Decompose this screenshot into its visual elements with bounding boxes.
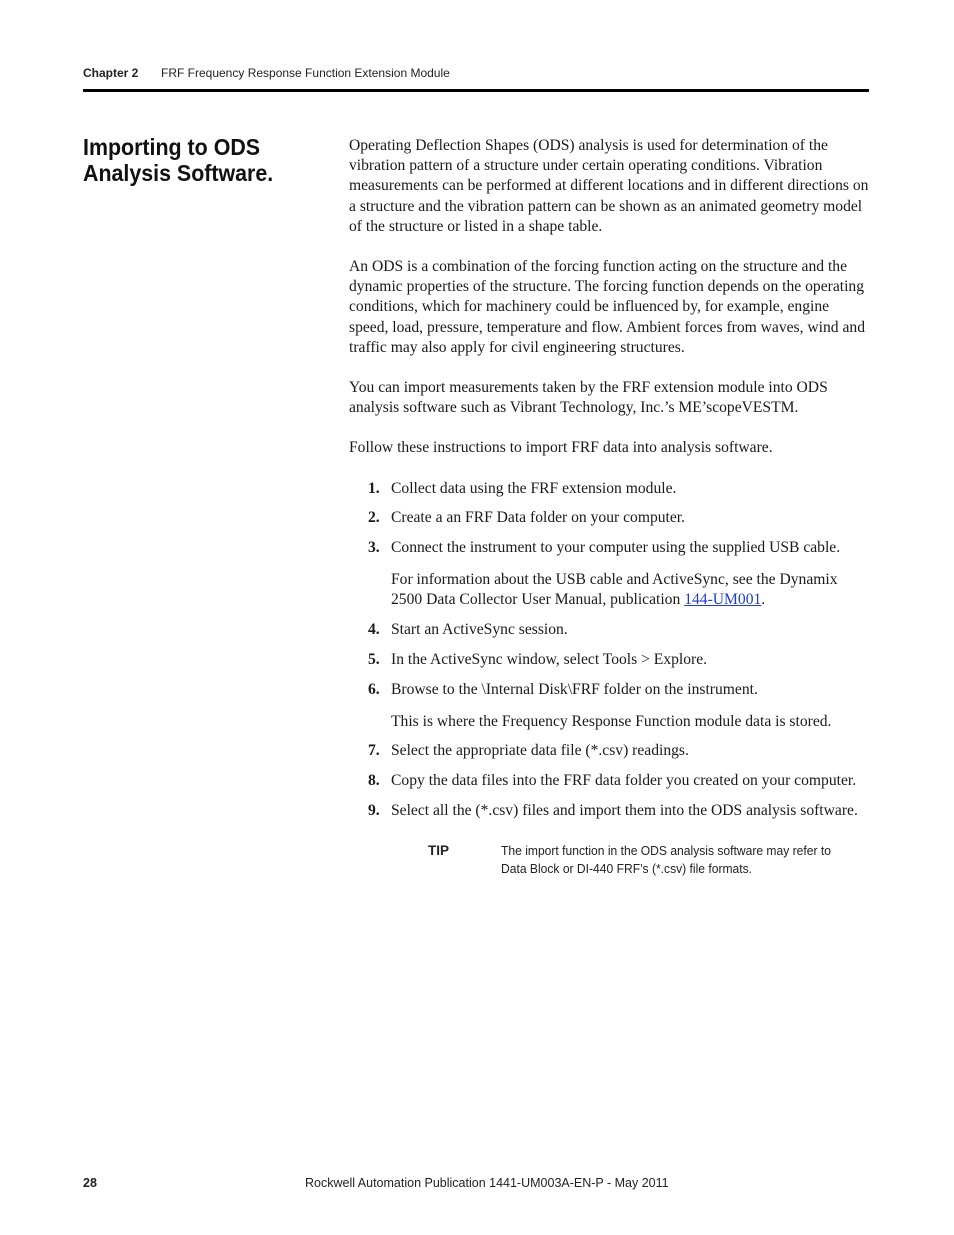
list-item [349,801,871,821]
header-rule [83,89,869,92]
step-note: This is where the Frequency Response Function module data is stored. [391,712,832,730]
publication-info: Rockwell Automation Publication 1441-UM003A-EN-P - May 2011 [305,1176,669,1190]
list-item [349,680,871,732]
step-note [391,570,871,610]
step-text: Copy the data files into the FRF data folder you created on your computer. [391,772,857,790]
step-text: Browse to the \Internal Disk\FRF folder on the instrument. [391,680,758,698]
page-header [83,66,869,80]
step-text: In the ActiveSync window, select Tools > Explore. [391,650,708,668]
step-number: 9. [368,801,380,819]
step-text: Collect data using the FRF extension module. [391,479,677,497]
paragraph-ods-definition: An ODS is a combination of the forcing function acting on the structure and the dynamic properties of the structure. The forcing function depends on the operating conditions, which for machinery could be influenced by, for example, engine speed, load, pressure, temperature and flow. Ambient forces from waves, wind and traffic may also apply for civil engineering structures. [349,258,866,356]
step-number: 2. [368,509,380,527]
page-number: 28 [83,1176,97,1190]
step-text: Select the appropriate data file (*.csv) readings. [391,742,689,760]
step-number: 8. [368,772,380,790]
body-text [349,136,871,831]
list-item [349,650,871,670]
list-item [349,741,871,761]
step-number: 3. [368,539,380,557]
paragraph-import-info: You can import measurements taken by the FRF extension module into ODS analysis software such as Vibrant Technology, Inc.’s ME’scopeVESTM. [349,379,828,417]
step-number: 6. [368,680,380,698]
steps-list [349,479,871,821]
step-note-end: . [761,591,766,609]
paragraph-instructions-intro: Follow these instructions to import FRF data into analysis software. [349,439,773,457]
list-item [349,538,871,611]
step-number: 5. [368,650,380,668]
list-item [349,771,871,791]
list-item [349,508,871,528]
step-note-text: For information about the USB cable and ActiveSync, see the Dynamix 2500 Data Collector User Manual, publication [391,571,838,609]
step-number: 4. [368,621,380,639]
section-title: Importing to ODS Analysis Software. [83,134,274,186]
chapter-label: Chapter 2 [83,66,139,80]
step-number: 7. [368,742,380,760]
list-item [349,620,871,640]
chapter-title: FRF Frequency Response Function Extension Module [161,66,450,80]
list-item [349,479,871,499]
paragraph-ods-intro: Operating Deflection Shapes (ODS) analysis is used for determination of the vibration pattern of a structure under certain operating conditions. Vibration measurements can be performed at different locations and in different directions on a structure and the vibration pattern can be shown as an animated geometry model of the structure or listed in a shape table. [349,137,869,235]
step-text: Create a an FRF Data folder on your computer. [391,509,686,527]
step-text: Select all the (*.csv) files and import them into the ODS analysis software. [391,801,858,819]
publication-link[interactable]: 144-UM001 [684,591,762,609]
tip-text: The import function in the ODS analysis software may refer to Data Block or DI-440 FRF’s (*.csv) file formats. [501,843,831,876]
step-number: 1. [368,479,380,497]
tip-label: TIP [428,843,450,858]
step-text: Start an ActiveSync session. [391,621,568,639]
step-text: Connect the instrument to your computer using the supplied USB cable. [391,539,841,557]
